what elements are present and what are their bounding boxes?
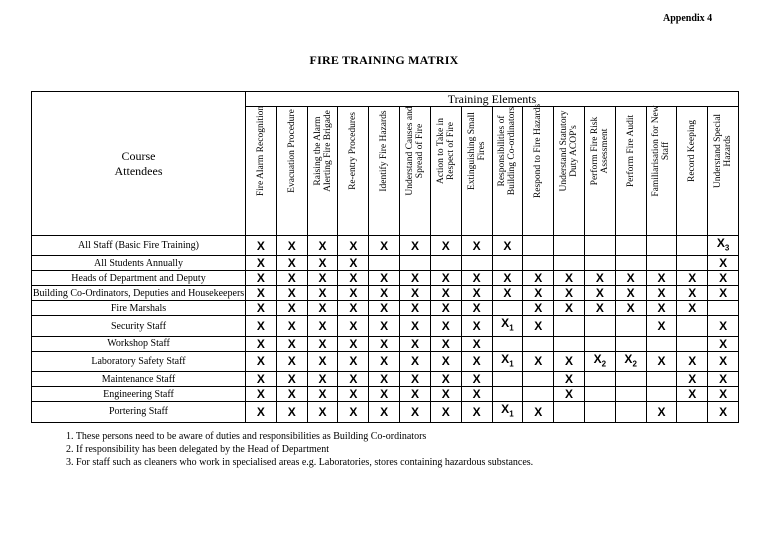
matrix-cell: X <box>307 301 338 316</box>
table-row <box>32 387 739 402</box>
matrix-cell <box>523 236 554 256</box>
matrix-cell: X <box>338 402 369 422</box>
cell-mark: X <box>716 236 725 250</box>
matrix-cell: X <box>646 271 677 286</box>
column-header-text: Fires <box>476 141 487 161</box>
cell-mark: X <box>501 402 510 417</box>
matrix-cell: X <box>461 286 492 301</box>
column-header-text: Respect of Fire <box>445 121 456 181</box>
column-header-text: Respond to Fire Hazards <box>533 103 544 199</box>
matrix-cell: X <box>400 316 431 336</box>
row-label: Security Staff <box>32 316 246 336</box>
matrix-cell: X <box>708 372 739 387</box>
matrix-cell: X <box>646 402 677 422</box>
matrix-cell: X <box>338 256 369 271</box>
matrix-cell: X <box>246 402 277 422</box>
matrix-cell: X <box>430 336 461 351</box>
matrix-cell: X <box>246 336 277 351</box>
table-row <box>32 336 739 351</box>
attendees-header-line-2: Attendees <box>114 163 163 178</box>
matrix-cell: X <box>461 387 492 402</box>
matrix-cell: X <box>430 301 461 316</box>
matrix-cell <box>400 256 431 271</box>
column-header-text: Fire Alarm Recognition <box>255 105 266 197</box>
matrix-cell <box>615 372 646 387</box>
matrix-cell: X <box>338 316 369 336</box>
column-header-text: Familiarisation for New <box>651 105 662 197</box>
table-row <box>32 372 739 387</box>
matrix-cell: X <box>369 351 400 371</box>
column-header <box>400 107 431 236</box>
matrix-cell: X <box>338 236 369 256</box>
matrix-cell: X <box>276 402 307 422</box>
matrix-cell: X <box>430 236 461 256</box>
matrix-cell: X <box>400 271 431 286</box>
matrix-cell: X <box>523 351 554 371</box>
matrix-cell <box>584 256 615 271</box>
matrix-body <box>32 236 739 423</box>
matrix-cell: X <box>554 271 585 286</box>
cell-footnote-ref: 2 <box>632 359 637 369</box>
matrix-cell: X <box>523 301 554 316</box>
matrix-cell: X <box>554 286 585 301</box>
column-header-label <box>343 91 363 211</box>
matrix-cell: X <box>369 316 400 336</box>
matrix-cell <box>615 236 646 256</box>
column-header-text: Evacuation Procedure <box>286 109 297 193</box>
matrix-cell: X <box>708 402 739 422</box>
cell-footnote-ref: 1 <box>509 359 514 369</box>
matrix-cell: X <box>461 271 492 286</box>
matrix-cell <box>677 336 708 351</box>
cell-footnote-ref: 3 <box>724 243 730 253</box>
matrix-cell <box>646 256 677 271</box>
table-row <box>32 236 739 256</box>
matrix-cell: X <box>246 256 277 271</box>
matrix-cell: X <box>523 286 554 301</box>
matrix-cell: X <box>307 316 338 336</box>
matrix-cell <box>615 256 646 271</box>
matrix-cell: X <box>276 286 307 301</box>
footnote-3: 3. For staff such as cleaners who work in specialised areas e.g. Laboratories, stores containing hazardous substances. <box>66 457 534 468</box>
column-header-label <box>621 91 641 211</box>
matrix-cell: X <box>246 351 277 371</box>
footnote-2: 2. If responsibility has been delegated by the Head of Department <box>66 444 329 455</box>
cell-mark: X <box>624 351 633 366</box>
column-header-label <box>682 91 702 211</box>
matrix-cell: X <box>584 301 615 316</box>
page-title: FIRE TRAINING MATRIX <box>309 53 459 67</box>
training-elements-header: Training Elements <box>246 92 739 107</box>
row-label: All Staff (Basic Fire Training) <box>32 236 246 256</box>
column-header <box>492 107 523 236</box>
matrix-cell: X <box>615 286 646 301</box>
matrix-cell: X <box>554 387 585 402</box>
column-header <box>276 107 307 236</box>
matrix-cell: X <box>369 336 400 351</box>
matrix-cell <box>369 256 400 271</box>
matrix-cell <box>584 402 615 422</box>
column-header-label <box>436 91 456 211</box>
matrix-cell <box>677 256 708 271</box>
matrix-cell: X <box>400 372 431 387</box>
column-header-text: Extinguishing Small <box>466 112 477 190</box>
matrix-cell <box>523 387 554 402</box>
column-header-text: Perform Fire Audit <box>625 114 636 188</box>
matrix-cell: X <box>369 301 400 316</box>
row-label: Engineering Staff <box>32 387 246 402</box>
matrix-cell: X <box>400 402 431 422</box>
matrix-cell: X <box>307 351 338 371</box>
column-header-label <box>405 91 425 211</box>
matrix-cell: X <box>369 236 400 256</box>
column-header-text: Responsibilities of <box>497 115 508 187</box>
column-header-text: Understand Special <box>713 113 724 189</box>
matrix-cell: X <box>307 387 338 402</box>
matrix-cell <box>492 351 523 371</box>
column-header-label <box>467 91 487 211</box>
matrix-cell: X <box>307 336 338 351</box>
table-row <box>32 256 739 271</box>
row-label: Maintenance Staff <box>32 372 246 387</box>
matrix-cell: X <box>246 301 277 316</box>
column-header <box>461 107 492 236</box>
cell-footnote-ref: 1 <box>509 409 514 419</box>
matrix-cell: X <box>307 271 338 286</box>
column-header <box>523 103 554 236</box>
row-label: Fire Marshals <box>32 301 246 316</box>
column-header-text: Alerting Fire Brigade <box>322 110 333 192</box>
matrix-cell: X <box>246 316 277 336</box>
matrix-cell <box>646 372 677 387</box>
matrix-cell <box>554 336 585 351</box>
matrix-cell <box>492 301 523 316</box>
matrix-cell <box>615 351 646 371</box>
matrix-cell: X <box>554 301 585 316</box>
matrix-cell: X <box>430 351 461 371</box>
matrix-cell: X <box>708 316 739 336</box>
matrix-cell <box>584 316 615 336</box>
column-header <box>246 107 277 236</box>
column-header-label <box>374 91 394 211</box>
matrix-cell: X <box>338 372 369 387</box>
row-label: All Students Annually <box>32 256 246 271</box>
column-header-text: Re-entry Procedures <box>348 112 359 190</box>
matrix-cell <box>492 402 523 422</box>
matrix-cell <box>584 336 615 351</box>
matrix-cell: X <box>400 351 431 371</box>
matrix-cell: X <box>615 301 646 316</box>
column-header <box>615 107 646 236</box>
cell-mark: X <box>593 351 602 366</box>
matrix-cell <box>615 402 646 422</box>
column-header-label <box>497 91 517 211</box>
matrix-cell: X <box>338 336 369 351</box>
matrix-cell: X <box>276 316 307 336</box>
matrix-cell: X <box>400 236 431 256</box>
matrix-cell: X <box>677 351 708 371</box>
column-header <box>708 107 739 236</box>
matrix-cell: X <box>276 236 307 256</box>
course-attendees-header <box>32 92 246 236</box>
matrix-cell: X <box>708 336 739 351</box>
column-header-text: Understand Causes and <box>404 106 415 196</box>
matrix-cell: X <box>677 271 708 286</box>
attendees-header-line-1: Course <box>121 148 156 163</box>
matrix-cell <box>492 372 523 387</box>
matrix-cell <box>523 256 554 271</box>
column-header-label <box>313 91 333 211</box>
column-header-label <box>528 91 548 211</box>
matrix-cell: X <box>246 286 277 301</box>
matrix-cell: X <box>646 301 677 316</box>
matrix-cell: X <box>646 351 677 371</box>
cell-mark: X <box>501 351 510 366</box>
matrix-cell: X <box>400 301 431 316</box>
column-header <box>584 107 615 236</box>
column-header <box>646 107 677 236</box>
matrix-cell: X <box>677 286 708 301</box>
matrix-cell: X <box>708 256 739 271</box>
row-label: Laboratory Safety Staff <box>32 351 246 371</box>
matrix-cell <box>646 387 677 402</box>
matrix-cell <box>492 316 523 336</box>
column-header-text: Record Keeping <box>687 120 698 182</box>
matrix-cell: X <box>369 271 400 286</box>
column-header-text: Perform Fire Risk <box>589 116 600 186</box>
column-header <box>369 107 400 236</box>
matrix-cell <box>584 236 615 256</box>
matrix-cell: X <box>400 336 431 351</box>
column-header-text: Spread of Fire <box>414 123 425 179</box>
matrix-cell: X <box>276 387 307 402</box>
matrix-cell: X <box>708 351 739 371</box>
matrix-cell: X <box>523 271 554 286</box>
table-row <box>32 271 739 286</box>
cell-footnote-ref: 2 <box>601 359 607 369</box>
table-row <box>32 286 739 301</box>
footnote-1: 1. These persons need to be aware of duties and responsibilities as Building Co-ordinators <box>66 431 427 442</box>
matrix-cell <box>615 387 646 402</box>
matrix-cell: X <box>246 236 277 256</box>
matrix-cell <box>554 402 585 422</box>
matrix-cell: X <box>338 271 369 286</box>
matrix-cell <box>554 316 585 336</box>
matrix-cell: X <box>646 316 677 336</box>
matrix-cell <box>584 351 615 371</box>
matrix-cell <box>554 256 585 271</box>
matrix-cell: X <box>307 372 338 387</box>
matrix-cell: X <box>523 402 554 422</box>
matrix-cell: X <box>461 402 492 422</box>
column-header-text: Understand Statutory <box>559 110 570 192</box>
matrix-cell: X <box>430 271 461 286</box>
matrix-cell <box>615 336 646 351</box>
matrix-cell: X <box>554 351 585 371</box>
cell-footnote-ref: 1 <box>509 323 514 333</box>
matrix-cell: X <box>307 256 338 271</box>
matrix-cell: X <box>307 236 338 256</box>
matrix-cell: X <box>708 387 739 402</box>
matrix-cell: X <box>307 402 338 422</box>
column-header-label <box>282 91 302 211</box>
column-header-text: Staff <box>661 141 672 161</box>
matrix-cell <box>523 336 554 351</box>
matrix-cell: X <box>369 372 400 387</box>
matrix-cell: X <box>246 387 277 402</box>
matrix-cell: X <box>430 286 461 301</box>
column-header <box>338 107 369 236</box>
row-label: Building Co-Ordinators, Deputies and Housekeepers <box>32 287 245 299</box>
table-row <box>32 301 739 316</box>
matrix-cell: X <box>615 271 646 286</box>
matrix-cell: X <box>369 402 400 422</box>
matrix-cell <box>554 236 585 256</box>
matrix-cell: X <box>276 271 307 286</box>
matrix-cell: X <box>246 271 277 286</box>
matrix-cell: X <box>646 286 677 301</box>
column-header-label <box>590 91 610 211</box>
matrix-cell: X <box>430 387 461 402</box>
column-header-text: Duty ACOP's <box>569 125 580 177</box>
matrix-cell: X <box>461 372 492 387</box>
matrix-cell <box>708 301 739 316</box>
fire-training-matrix-table <box>31 91 739 423</box>
column-header-text: Assessment <box>599 128 610 174</box>
row-label: Portering Staff <box>32 402 246 422</box>
matrix-cell: X <box>492 286 523 301</box>
matrix-cell: X <box>400 387 431 402</box>
matrix-cell: X <box>677 301 708 316</box>
matrix-cell: X <box>677 372 708 387</box>
matrix-cell <box>492 387 523 402</box>
table-row <box>32 402 739 422</box>
row-label: Heads of Department and Deputy <box>32 271 246 286</box>
footnotes <box>66 430 533 469</box>
matrix-cell: X <box>276 256 307 271</box>
column-header-label <box>713 91 733 211</box>
matrix-cell: X <box>276 351 307 371</box>
matrix-cell <box>677 236 708 256</box>
matrix-cell: X <box>430 372 461 387</box>
column-header <box>430 107 461 236</box>
matrix-cell: X <box>492 271 523 286</box>
matrix-cell <box>677 316 708 336</box>
matrix-cell <box>430 256 461 271</box>
matrix-cell: X <box>461 301 492 316</box>
matrix-cell: X <box>461 336 492 351</box>
matrix-cell: X <box>276 372 307 387</box>
matrix-cell: X <box>369 387 400 402</box>
column-header <box>677 107 708 236</box>
column-header-label <box>559 91 579 211</box>
matrix-cell: X <box>276 301 307 316</box>
matrix-cell <box>492 336 523 351</box>
matrix-cell <box>615 316 646 336</box>
matrix-cell: X <box>461 351 492 371</box>
matrix-cell: X <box>338 301 369 316</box>
matrix-cell: X <box>338 387 369 402</box>
column-header-text: Building Co-ordinators <box>507 106 518 196</box>
column-header-label <box>251 91 271 211</box>
matrix-cell: X <box>584 271 615 286</box>
column-header-text: Identify Fire Hazards <box>379 110 390 192</box>
matrix-cell <box>584 372 615 387</box>
matrix-cell: X <box>461 316 492 336</box>
matrix-cell <box>646 236 677 256</box>
table-row <box>32 316 739 336</box>
column-header-text: Raising the Alarm <box>312 116 323 186</box>
matrix-cell: X <box>369 286 400 301</box>
column-header <box>554 107 585 236</box>
matrix-cell <box>584 387 615 402</box>
matrix-cell <box>677 402 708 422</box>
table-row <box>32 351 739 371</box>
matrix-cell: X <box>430 316 461 336</box>
matrix-cell: X <box>523 316 554 336</box>
row-label: Workshop Staff <box>32 336 246 351</box>
matrix-cell: X <box>461 236 492 256</box>
matrix-cell: X <box>338 286 369 301</box>
matrix-cell: X <box>246 372 277 387</box>
column-header-text: Hazards <box>723 135 734 167</box>
appendix-label: Appendix 4 <box>663 13 713 24</box>
matrix-cell <box>708 236 739 256</box>
matrix-cell: X <box>708 271 739 286</box>
matrix-cell: X <box>430 402 461 422</box>
cell-mark: X <box>501 316 510 331</box>
matrix-cell: X <box>276 336 307 351</box>
matrix-cell: X <box>492 236 523 256</box>
matrix-cell: X <box>708 286 739 301</box>
matrix-cell: X <box>677 387 708 402</box>
matrix-cell: X <box>554 372 585 387</box>
matrix-cell: X <box>584 286 615 301</box>
matrix-cell: X <box>400 286 431 301</box>
matrix-cell <box>461 256 492 271</box>
matrix-cell <box>646 336 677 351</box>
matrix-cell: X <box>338 351 369 371</box>
column-header-text: Action to Take in <box>435 118 446 184</box>
matrix-cell <box>492 256 523 271</box>
column-header-label <box>651 91 671 211</box>
column-header <box>307 107 338 236</box>
matrix-cell: X <box>307 286 338 301</box>
matrix-cell <box>523 372 554 387</box>
